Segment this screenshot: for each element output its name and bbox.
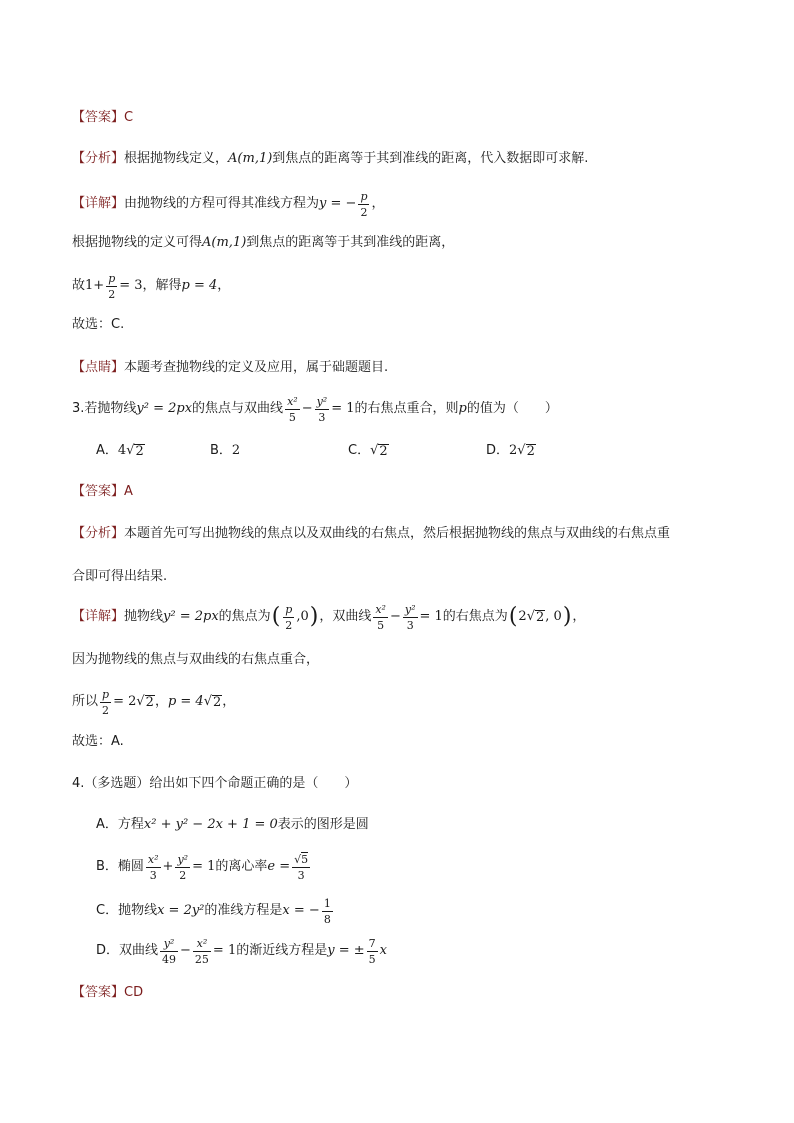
q2-detail1-math: y = − [319, 196, 357, 211]
q2-detail3-line [72, 272, 230, 300]
option-d-math2: y = ± [327, 943, 365, 958]
frac-den: 5 [288, 410, 296, 424]
q3-detail3-m1: = 2 [113, 694, 137, 709]
q3-detail1-e: ， [572, 609, 586, 624]
q3-analysis-2: 合即可得出结果. [72, 569, 168, 584]
option-c-label: C．抛物线 [96, 903, 158, 918]
frac-den: 49 [162, 952, 177, 966]
q4-option-c [96, 896, 335, 926]
frac-bar [285, 409, 300, 410]
frac-den: 2 [360, 205, 368, 219]
q2-choose: 故选：C. [72, 317, 125, 332]
option-a-text: 表示的图形是圆 [277, 817, 369, 832]
q2-detail2-math: A(m,1) [202, 235, 247, 250]
plus: + [162, 859, 174, 874]
frac-num: x² [196, 936, 208, 950]
answer-tag: 【答案】 [72, 985, 125, 1000]
option-coef: 2 [231, 443, 241, 458]
frac-num: 1 [323, 896, 331, 910]
radicand: 2 [213, 694, 222, 710]
right-paren: ) [309, 604, 319, 629]
q2-detail2-a: 根据抛物线的定义可得 [72, 235, 203, 250]
sqrt: √ 2 [126, 443, 144, 459]
q4-stem-line [72, 773, 357, 795]
option-b-eq: = 1 [192, 859, 216, 874]
frac-den: 3 [149, 868, 157, 882]
frac-bar [160, 951, 178, 952]
frac-den: 2 [108, 287, 116, 301]
q3-detail2: 因为抛物线的焦点与双曲线的右焦点重合， [72, 652, 320, 667]
frac-num: p [102, 687, 110, 701]
option-c-math: x = 2y² [157, 903, 205, 918]
fraction [285, 396, 300, 423]
sqrt: √ 2 [136, 694, 154, 710]
q2-analysis-line [72, 148, 588, 170]
q3-option-a [96, 440, 145, 462]
frac-bar [358, 204, 369, 205]
q3-detail1-m4b: , 0 [545, 609, 562, 624]
frac-den: 2 [285, 618, 293, 632]
q2-detail3-m2: = 3 [119, 278, 143, 293]
frac-num: √5 [294, 852, 309, 866]
frac-den: 2 [102, 703, 110, 717]
q3-analysis-1: 本题首先可写出抛物线的焦点以及双曲线的右焦点，然后根据抛物线的焦点与双曲线的右焦点重 [124, 526, 671, 541]
q3-option-b [210, 440, 240, 462]
q3-detail1-m2: ,0 [296, 609, 309, 624]
sqrt: √ 2 [203, 694, 222, 710]
fraction [193, 938, 211, 965]
q2-analysis-math: A(m,1) [228, 151, 273, 166]
q3-choose-line [72, 731, 124, 753]
q2-choose-line [72, 314, 124, 336]
option-label: C． [348, 443, 371, 458]
q3-stem-m3: p [458, 401, 467, 416]
q2-comment: 本题考查抛物线的定义及应用，属于础题题目. [124, 360, 389, 375]
frac-num: p [285, 602, 293, 616]
option-d-x: x [379, 943, 387, 958]
frac-den: 25 [194, 952, 209, 966]
option-coef: 4 [117, 443, 127, 458]
sqrt: √ 2 [517, 443, 535, 459]
fraction [146, 854, 161, 881]
q2-analysis-a: 根据抛物线定义， [124, 151, 229, 166]
frac-bar [322, 911, 333, 912]
q2-answer: C [124, 110, 134, 125]
q3-detail1-m4a: 2 [518, 609, 527, 624]
fraction [283, 604, 294, 631]
radicand: 2 [135, 443, 144, 459]
option-label: A． [96, 443, 118, 458]
fraction [106, 273, 117, 300]
q3-detail3-b: ， [154, 694, 168, 709]
detail-tag: 【详解】 [72, 609, 125, 624]
q2-detail3-m1: 1+ [85, 278, 105, 293]
option-a-math: x² + y² − 2x + 1 = 0 [143, 817, 278, 832]
option-label: D． [486, 443, 510, 458]
option-d-text: 的渐近线方程是 [236, 943, 328, 958]
option-d-label: D．双曲线 [96, 943, 159, 958]
q2-detail2-b: 到焦点的距离等于其到准线的距离， [246, 235, 455, 250]
left-paren: ( [508, 604, 518, 629]
right-paren: ) [562, 604, 572, 629]
q3-detail1-m3: = 1 [419, 609, 443, 624]
frac-num: y² [316, 394, 328, 408]
q3-detail1-minus: − [389, 609, 401, 624]
fraction [175, 854, 190, 881]
frac-bar [315, 409, 330, 410]
radicand: 2 [145, 694, 154, 710]
frac-bar [106, 286, 117, 287]
frac-den: 3 [297, 868, 305, 882]
frac-den: 3 [318, 410, 326, 424]
q3-stem-m2: = 1 [331, 401, 355, 416]
option-label: B． [210, 443, 232, 458]
frac-num: 7 [368, 936, 376, 950]
q4-option-b [96, 852, 312, 882]
option-coef: 2 [509, 443, 518, 458]
frac-num: y² [163, 936, 175, 950]
option-c-math2: x = − [282, 903, 320, 918]
q3-choose: 故选：A. [72, 734, 124, 749]
q2-detail3-m3: p = 4 [181, 278, 218, 293]
q3-option-d [486, 440, 536, 462]
q3-analysis-line2 [72, 566, 167, 588]
q3-stem-m1: y² = 2px [136, 401, 193, 416]
q3-stem-minus: − [301, 401, 313, 416]
radicand: 2 [526, 443, 535, 459]
frac-num: x² [147, 852, 159, 866]
q3-detail2-line [72, 649, 319, 671]
q3-stem-c: 的右焦点重合，则 [354, 401, 459, 416]
fraction [373, 604, 388, 631]
fraction [292, 854, 310, 881]
q3-detail1-b: 的焦点为 [218, 609, 271, 624]
radicand: 2 [535, 609, 545, 625]
q2-comment-line [72, 357, 388, 379]
left-paren: ( [271, 604, 281, 629]
q2-answer-line [72, 107, 133, 129]
detail-tag: 【详解】 [72, 196, 125, 211]
q4-stem: 4.（多选题）给出如下四个命题正确的是（ ） [72, 776, 358, 791]
frac-den: 8 [323, 912, 331, 926]
q3-option-c [348, 440, 389, 462]
q2-detail1-line [72, 190, 385, 218]
analysis-tag: 【分析】 [72, 151, 125, 166]
q3-detail1-m1: y² = 2px [163, 609, 219, 624]
frac-num: y² [404, 602, 416, 616]
option-a-label: A．方程 [96, 817, 144, 832]
q3-answer-line [72, 481, 133, 503]
frac-num: p [360, 189, 368, 203]
q3-detail3-line [72, 687, 235, 717]
option-b-label: B．椭圆 [96, 859, 144, 874]
option-c-text: 的准线方程是 [204, 903, 283, 918]
frac-bar [193, 951, 211, 952]
frac-bar [403, 617, 418, 618]
analysis-tag: 【分析】 [72, 526, 125, 541]
frac-den: 2 [179, 868, 187, 882]
fraction [160, 938, 178, 965]
q3-detail3-a: 所以 [72, 694, 99, 709]
frac-num: x² [287, 394, 298, 408]
radicand: 5 [301, 852, 309, 866]
comment-tag: 【点睛】 [72, 360, 125, 375]
q3-stem-line [72, 394, 558, 424]
sqrt: √ 2 [370, 443, 388, 459]
frac-bar [367, 951, 378, 952]
fraction [322, 898, 333, 925]
q3-stem-d: 的值为（ ） [466, 401, 558, 416]
q2-detail2-line [72, 232, 454, 254]
q2-detail3-c: ， [217, 278, 231, 293]
fraction [358, 191, 369, 218]
q2-detail3-a: 故 [72, 278, 86, 293]
q3-stem-b: 的焦点与双曲线 [192, 401, 284, 416]
fraction [100, 689, 111, 716]
q2-analysis-b: 到焦点的距离等于其到准线的距离，代入数据即可求解. [272, 151, 589, 166]
frac-bar [100, 702, 111, 703]
q4-answer: CD [124, 985, 144, 1000]
frac-num: x² [375, 602, 386, 616]
frac-den: 5 [377, 618, 385, 632]
q3-answer: A [124, 484, 133, 499]
option-b-e: e = [267, 859, 291, 874]
q3-detail1-c: ，双曲线 [319, 609, 372, 624]
fraction [367, 938, 378, 965]
q3-detail1-d: 的右焦点为 [442, 609, 508, 624]
frac-bar [292, 867, 310, 868]
frac-bar [283, 617, 294, 618]
frac-num: y² [177, 852, 189, 866]
q2-detail1-b: ， [371, 196, 385, 211]
frac-den: 5 [368, 952, 376, 966]
q3-analysis-line1 [72, 523, 670, 545]
q4-option-d [96, 936, 387, 966]
sqrt: √ 2 [526, 609, 545, 625]
q4-option-a [96, 814, 369, 836]
frac-bar [373, 617, 388, 618]
q2-detail1-a: 由抛物线的方程可得其准线方程为 [124, 196, 320, 211]
q4-answer-line [72, 982, 143, 1004]
frac-bar [146, 867, 161, 868]
q3-detail3-c: ， [222, 694, 236, 709]
answer-tag: 【答案】 [72, 110, 125, 125]
option-d-eq: = 1 [212, 943, 237, 958]
option-b-text: 的离心率 [215, 859, 268, 874]
fraction [403, 604, 418, 631]
frac-num: p [108, 271, 116, 285]
q3-detail1-line [72, 600, 585, 634]
minus: − [180, 943, 191, 958]
answer-tag: 【答案】 [72, 484, 125, 499]
q3-detail1-a: 抛物线 [124, 609, 164, 624]
q3-detail3-m2: p = 4 [167, 694, 204, 709]
frac-den: 3 [406, 618, 414, 632]
frac-bar [175, 867, 190, 868]
q2-detail3-b: ，解得 [142, 278, 182, 293]
radicand: 2 [379, 443, 388, 459]
q3-stem-a: 3.若抛物线 [72, 401, 137, 416]
fraction [315, 396, 330, 423]
